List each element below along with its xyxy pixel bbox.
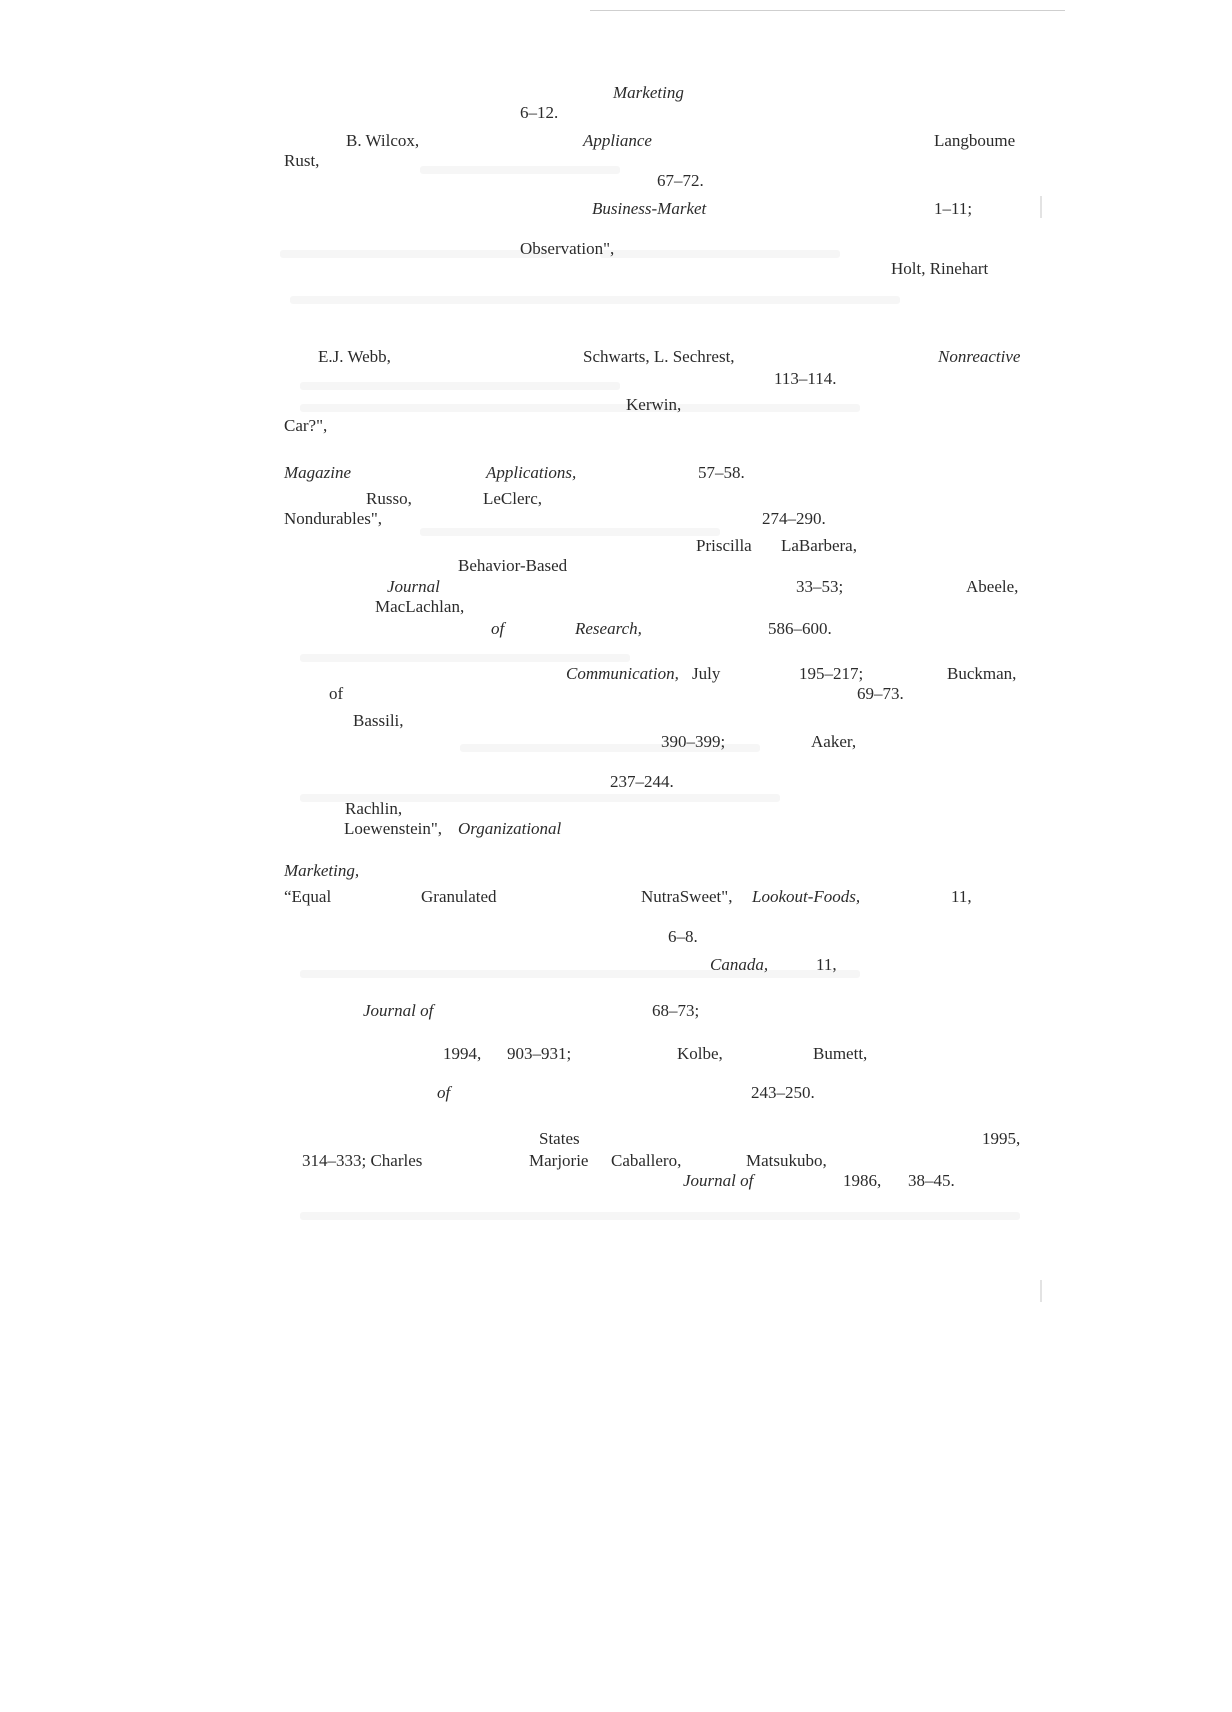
page-word: Marketing, — [284, 861, 360, 880]
margin-mark — [1040, 196, 1042, 218]
faded-text-band — [290, 296, 900, 304]
page-word: Observation", — [520, 239, 615, 258]
faded-text-band — [420, 528, 720, 536]
page-word: 1986, — [843, 1171, 882, 1190]
page-word: Langboume — [934, 131, 1016, 150]
page-word: July — [692, 664, 721, 683]
page-word: Appliance — [583, 131, 652, 150]
page-word: E.J. Webb, — [318, 347, 391, 366]
page-word: NutraSweet", — [641, 887, 733, 906]
faded-text-band — [420, 166, 620, 174]
page-word: Kolbe, — [677, 1044, 723, 1063]
page-word: 11, — [816, 955, 837, 974]
page-word: 1–11; — [934, 199, 973, 218]
page-word: Marjorie — [529, 1151, 589, 1170]
page-word: States — [539, 1129, 580, 1148]
page-word: 67–72. — [657, 171, 704, 190]
faded-text-band — [300, 654, 630, 662]
page-word: Rust, — [284, 151, 320, 170]
page-word: Buckman, — [947, 664, 1017, 683]
page-word: of — [491, 619, 505, 638]
page-word: “Equal — [284, 887, 332, 906]
page-word: Caballero, — [611, 1151, 682, 1170]
page-word: Journal — [387, 577, 440, 596]
page-word: Research, — [575, 619, 642, 638]
page-word: Schwarts, L. Sechrest, — [583, 347, 735, 366]
page-word: Rachlin, — [345, 799, 403, 818]
faded-text-band — [300, 404, 860, 412]
page-word: B. Wilcox, — [346, 131, 420, 150]
page-word: Kerwin, — [626, 395, 682, 414]
page-word: Communication, — [566, 664, 679, 683]
page-word: Russo, — [366, 489, 412, 508]
page-word: 68–73; — [652, 1001, 700, 1020]
page-word: Holt, Rinehart — [891, 259, 989, 278]
page-word: 586–600. — [768, 619, 832, 638]
page-word: 38–45. — [908, 1171, 955, 1190]
page-word: Aaker, — [811, 732, 857, 751]
page-word: 6–12. — [520, 103, 559, 122]
page-word: Organizational — [458, 819, 562, 838]
page-word: 274–290. — [762, 509, 826, 528]
page-word: Nonreactive — [938, 347, 1021, 366]
page-word: Applications, — [486, 463, 577, 482]
page-word: Business-Market — [592, 199, 707, 218]
page-word: of — [329, 684, 344, 703]
page-word: Magazine — [284, 463, 352, 482]
page-word: Granulated — [421, 887, 497, 906]
page-word: Bassili, — [353, 711, 404, 730]
page-word: 1994, — [443, 1044, 482, 1063]
page-word: 243–250. — [751, 1083, 815, 1102]
page-word: 57–58. — [698, 463, 745, 482]
faded-text-band — [300, 1212, 1020, 1220]
page-word: Abeele, — [966, 577, 1019, 596]
page-word: 113–114. — [774, 369, 837, 388]
page-word: LeClerc, — [483, 489, 542, 508]
top-edge-rule — [590, 10, 1065, 11]
page-word: 6–8. — [668, 927, 698, 946]
page-word: Nondurables", — [284, 509, 383, 528]
page-word: Behavior-Based — [458, 556, 568, 575]
page-word: 237–244. — [610, 772, 674, 791]
faded-text-band — [300, 382, 620, 390]
margin-mark — [1040, 1280, 1042, 1302]
page-word: Journal of — [363, 1001, 434, 1020]
faded-text-band — [600, 250, 840, 258]
page-word: of — [437, 1083, 451, 1102]
page-word: 1995, — [982, 1129, 1021, 1148]
page-word: Canada, — [710, 955, 769, 974]
page-word: Lookout-Foods, — [752, 887, 861, 906]
page-word: 390–399; — [661, 732, 726, 751]
page-word: Matsukubo, — [746, 1151, 827, 1170]
faded-text-band — [280, 250, 550, 258]
page-word: LaBarbera, — [781, 536, 857, 555]
page-word: Journal of — [683, 1171, 754, 1190]
page-word: Loewenstein", — [344, 819, 443, 838]
page-word: Car?", — [284, 416, 328, 435]
page-word: Bumett, — [813, 1044, 868, 1063]
page-word: MacLachlan, — [375, 597, 465, 616]
page-word: 903–931; — [507, 1044, 572, 1063]
page-word: Priscilla — [696, 536, 752, 555]
page-word: 195–217; — [799, 664, 864, 683]
page-word: Marketing — [613, 83, 684, 102]
page-word: 33–53; — [796, 577, 844, 596]
page-word: 11, — [951, 887, 972, 906]
page-word: 314–333; Charles — [302, 1151, 423, 1170]
page-word: 69–73. — [857, 684, 904, 703]
faded-text-band — [300, 970, 860, 978]
